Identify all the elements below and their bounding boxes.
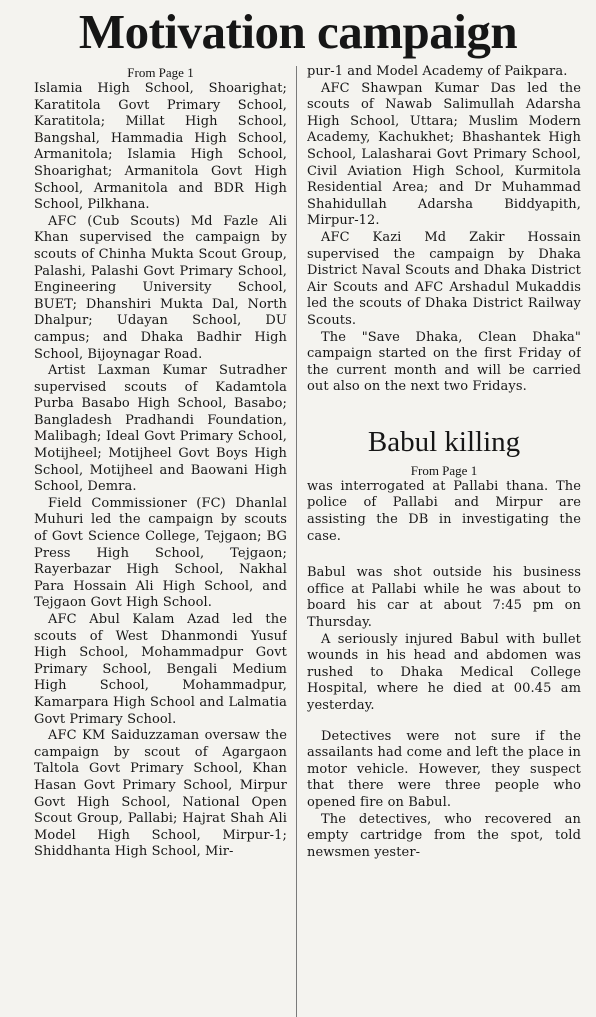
paragraph: Artist Laxman Kumar Sutradher supervised scouts of Kadamtola Purba Basabo High School, Basabo; Bangladesh Pradhandi Foundation, Malibagh; Ideal Govt Primary School, Motijheel; Motijheel Govt Boys High School, Motijheel and Baowani High School, Demra. — [34, 363, 287, 495]
paragraph: AFC Shawpan Kumar Das led the scouts of Nawab Salimullah Adarsha High School, Uttara; Muslim Modern Academy, Kachukhet; Bhashantek High School, Lalasharai Govt Primary School, Civil Aviation High School, Kurmitola Residential Area; and Dr Muhammad Shahidullah Adarsha Biddyapith, Mirpur-12. — [307, 80, 581, 229]
subheadline: Babul killing — [367, 425, 521, 458]
paragraph: AFC Abul Kalam Azad led the scouts of West Dhanmondi Yusuf High School, Mohammadpur Govt Primary School, Bengali Medium High School, Mohammadpur, Kamarpara High School and Lalmatia Govt Primary School. — [34, 612, 287, 727]
jump-line-right: From Page 1 — [410, 462, 478, 478]
paragraph: Detectives were not sure if the assailants had come and left the place in motor vehicle. However, they suspect that there were three people who opened fire on Babul. — [307, 728, 581, 810]
paragraph: AFC (Cub Scouts) Md Fazle Ali Khan supervised the campaign by scouts of Chinha Mukta Scout Group, Palashi, Palashi Govt Primary School, Engineering University School, BUET; Dhanshiri Mukta Dal, North Dhalpur; Udayan School, DU campus; and Dhaka Badhir High School, Bijoynagar Road. — [34, 213, 287, 362]
paragraph: The "Save Dhaka, Clean Dhaka" campaign started on the first Friday of the current month and will be carried out also on the next two Fridays. — [307, 329, 581, 395]
paragraph: Babul was shot outside his business office at Pallabi while he was about to board his car at about 7:45 pm on Thursday. — [307, 565, 581, 631]
jump-line-left: From Page 1 — [127, 65, 194, 80]
headline: Motivation campaign — [78, 4, 518, 59]
left-column — [34, 64, 287, 1017]
paragraph: was interrogated at Pallabi thana. The police of Pallabi and Mirpur are assisting the DB in investigating the case. — [307, 478, 581, 544]
paragraph: Field Commissioner (FC) Dhanlal Muhuri led the campaign by scouts of Govt Science College, Tejgaon; BG Press High School, Tejgaon; Rayerbazar High School, Nakhal Para Hossain Ali High School, and Tejgaon Govt High School. — [34, 495, 287, 611]
paragraph: AFC KM Saiduzzaman oversaw the campaign by scout of Agargaon Taltola Govt Primary School, Khan Hasan Govt Primary School, Mirpur Govt High School, National Open Scout Group, Pallabi; Hajrat Shah Ali Model High School, Mirpur-1; Shiddhanta High School, Mir- — [34, 728, 287, 860]
paragraph: Islamia High School, Shoarighat; Karatitola Govt Primary School, Karatitola; Millat High School, Bangshal, Hammadia High School, Armanitola; Islamia High School, Shoarighat; Armanitola Govt High School, Armanitola and BDR High School, Pilkhana. — [34, 81, 287, 213]
paragraph: The detectives, who recovered an empty cartridge from the spot, told newsmen yester- — [307, 811, 581, 860]
paragraph: A seriously injured Babul with bullet wounds in his head and abdomen was rushed to Dhaka Medical College Hospital, where he died at 00.45 am yesterday. — [307, 631, 581, 713]
right-column — [307, 64, 581, 1017]
paragraph: AFC Kazi Md Zakir Hossain supervised the campaign by Dhaka District Naval Scouts and Dhaka District Air Scouts and AFC Arshadul Mukaddis led the scouts of Dhaka District Railway Scouts. — [307, 229, 581, 328]
column-rule — [296, 66, 297, 1017]
paragraph: pur-1 and Model Academy of Paikpara. — [307, 64, 568, 79]
